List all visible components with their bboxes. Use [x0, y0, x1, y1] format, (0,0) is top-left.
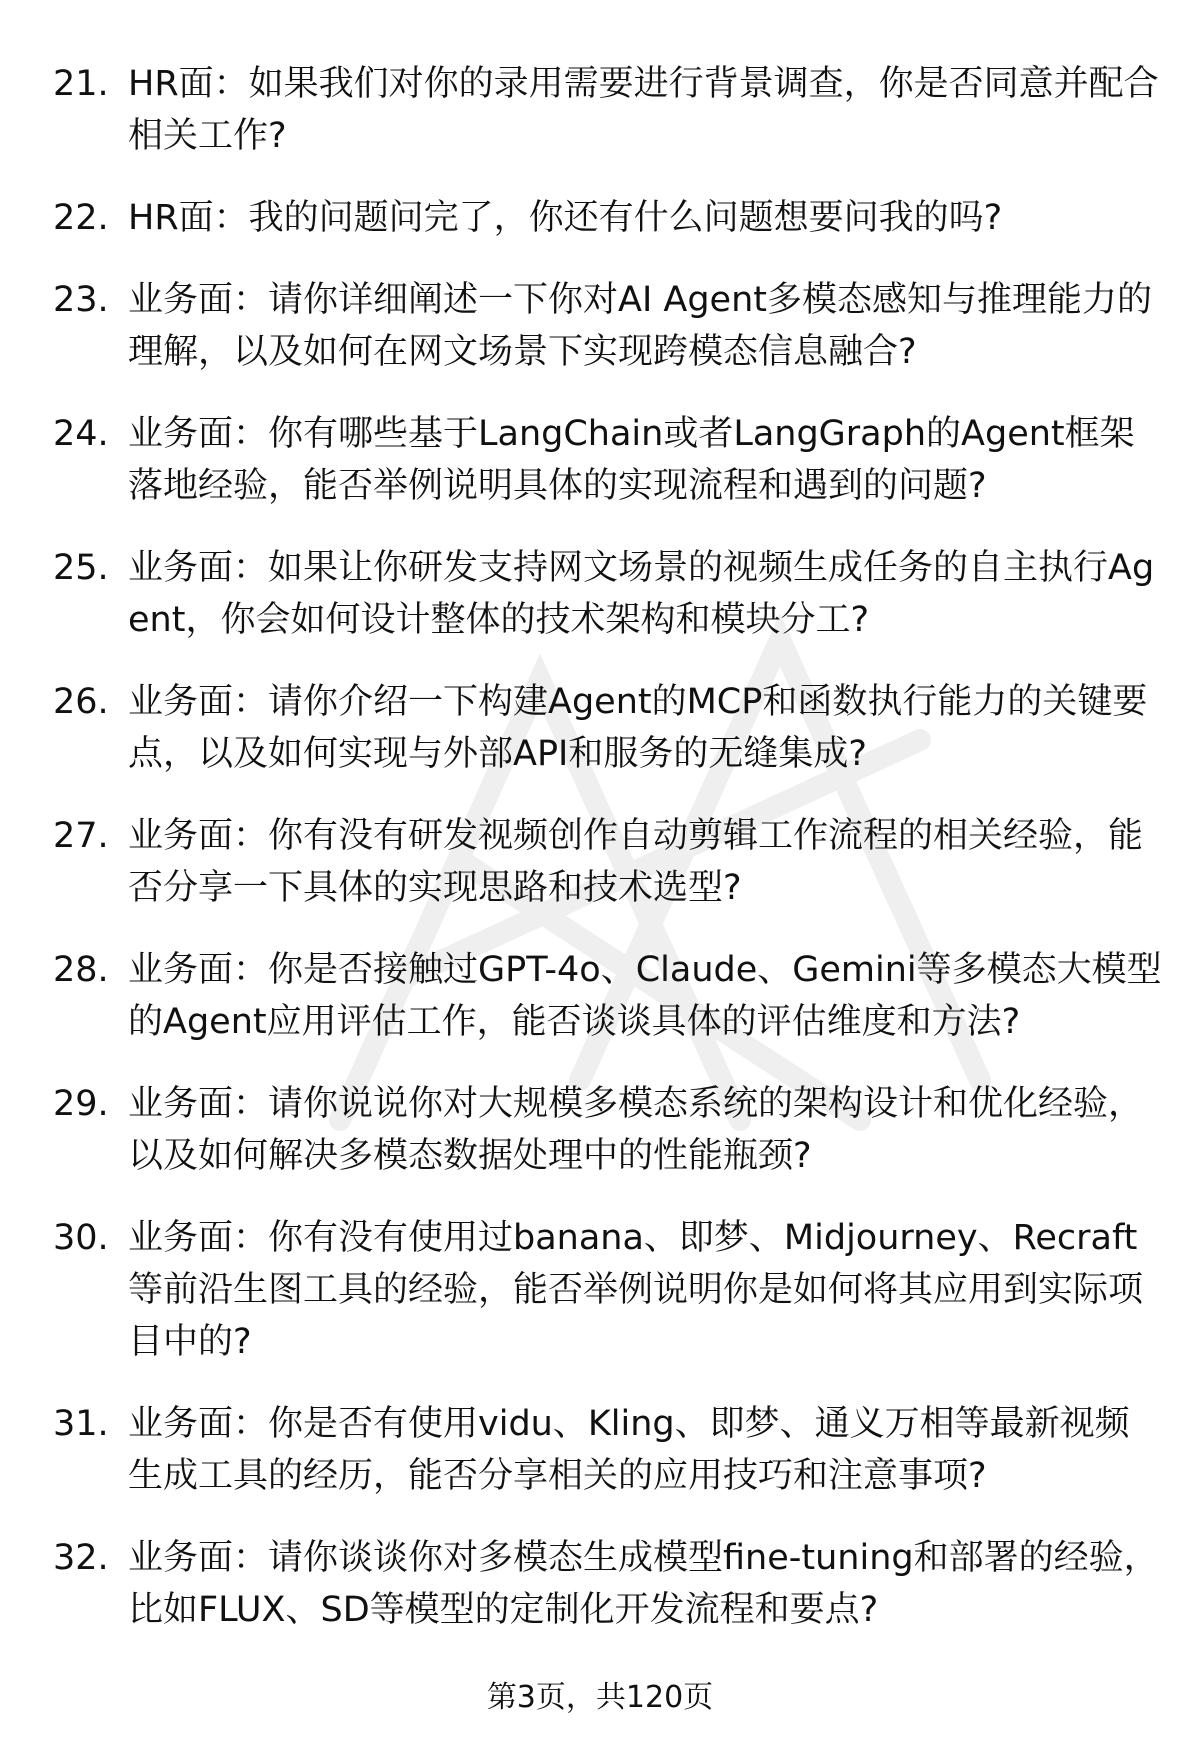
question-number: 26.	[53, 682, 109, 722]
question-number: 23.	[53, 280, 109, 320]
question-item-31	[53, 1398, 1163, 1502]
question-text: 业务面：请你说说你对大规模多模态系统的架构设计和优化经验，以及如何解决多模态数据处理中的性能瓶颈?	[128, 1084, 1144, 1176]
question-item-21	[53, 58, 1163, 162]
question-item-22	[53, 192, 1163, 244]
question-text: 业务面：你有没有研发视频创作自动剪辑工作流程的相关经验，能否分享一下具体的实现思路和技术选型?	[128, 816, 1144, 908]
question-number: 21.	[53, 64, 109, 104]
question-item-27	[53, 810, 1163, 914]
question-item-28	[53, 944, 1163, 1048]
question-list	[53, 58, 1163, 1666]
question-number: 25.	[53, 548, 109, 588]
question-number: 29.	[53, 1084, 109, 1124]
question-text: 业务面：你有没有使用过banana、即梦、Midjourney、Recraft等前沿生图工具的经验，能否举例说明你是如何将其应用到实际项目中的?	[128, 1218, 1144, 1362]
question-text: 业务面：请你谈谈你对多模态生成模型fine-tuning和部署的经验，比如FLUX、SD等模型的定制化开发流程和要点?	[128, 1538, 1159, 1630]
question-number: 30.	[53, 1218, 109, 1258]
question-text: HR面：如果我们对你的录用需要进行背景调查，你是否同意并配合相关工作?	[128, 64, 1159, 156]
question-item-26	[53, 676, 1163, 780]
question-number: 28.	[53, 950, 109, 990]
question-text: 业务面：你是否有使用vidu、Kling、即梦、通义万相等最新视频生成工具的经历，能否分享相关的应用技巧和注意事项?	[128, 1404, 1130, 1496]
question-text: HR面：我的问题问完了，你还有什么问题想要问我的吗?	[128, 198, 1003, 238]
question-text: 业务面：请你详细阐述一下你对AI Agent多模态感知与推理能力的理解，以及如何在网文场景下实现跨模态信息融合?	[128, 280, 1152, 372]
question-item-24	[53, 408, 1163, 512]
question-item-25	[53, 542, 1163, 646]
question-number: 22.	[53, 198, 109, 238]
question-text: 业务面：你是否接触过GPT-4o、Claude、Gemini等多模态大模型的Agent应用评估工作，能否谈谈具体的评估维度和方法?	[128, 950, 1162, 1042]
question-number: 27.	[53, 816, 109, 856]
question-item-30	[53, 1212, 1163, 1368]
page-footer: 第3页，共120页	[486, 1680, 714, 1715]
question-text: 业务面：你有哪些基于LangChain或者LangGraph的Agent框架落地经验，能否举例说明具体的实现流程和遇到的问题?	[128, 414, 1135, 506]
question-number: 31.	[53, 1404, 109, 1444]
question-item-32	[53, 1532, 1163, 1636]
question-number: 32.	[53, 1538, 109, 1578]
question-text: 业务面：如果让你研发支持网文场景的视频生成任务的自主执行Agent，你会如何设计整体的技术架构和模块分工?	[128, 548, 1155, 640]
question-item-23	[53, 274, 1163, 378]
question-text: 业务面：请你介绍一下构建Agent的MCP和函数执行能力的关键要点，以及如何实现与外部API和服务的无缝集成?	[128, 682, 1148, 774]
question-item-29	[53, 1078, 1163, 1182]
question-number: 24.	[53, 414, 109, 454]
